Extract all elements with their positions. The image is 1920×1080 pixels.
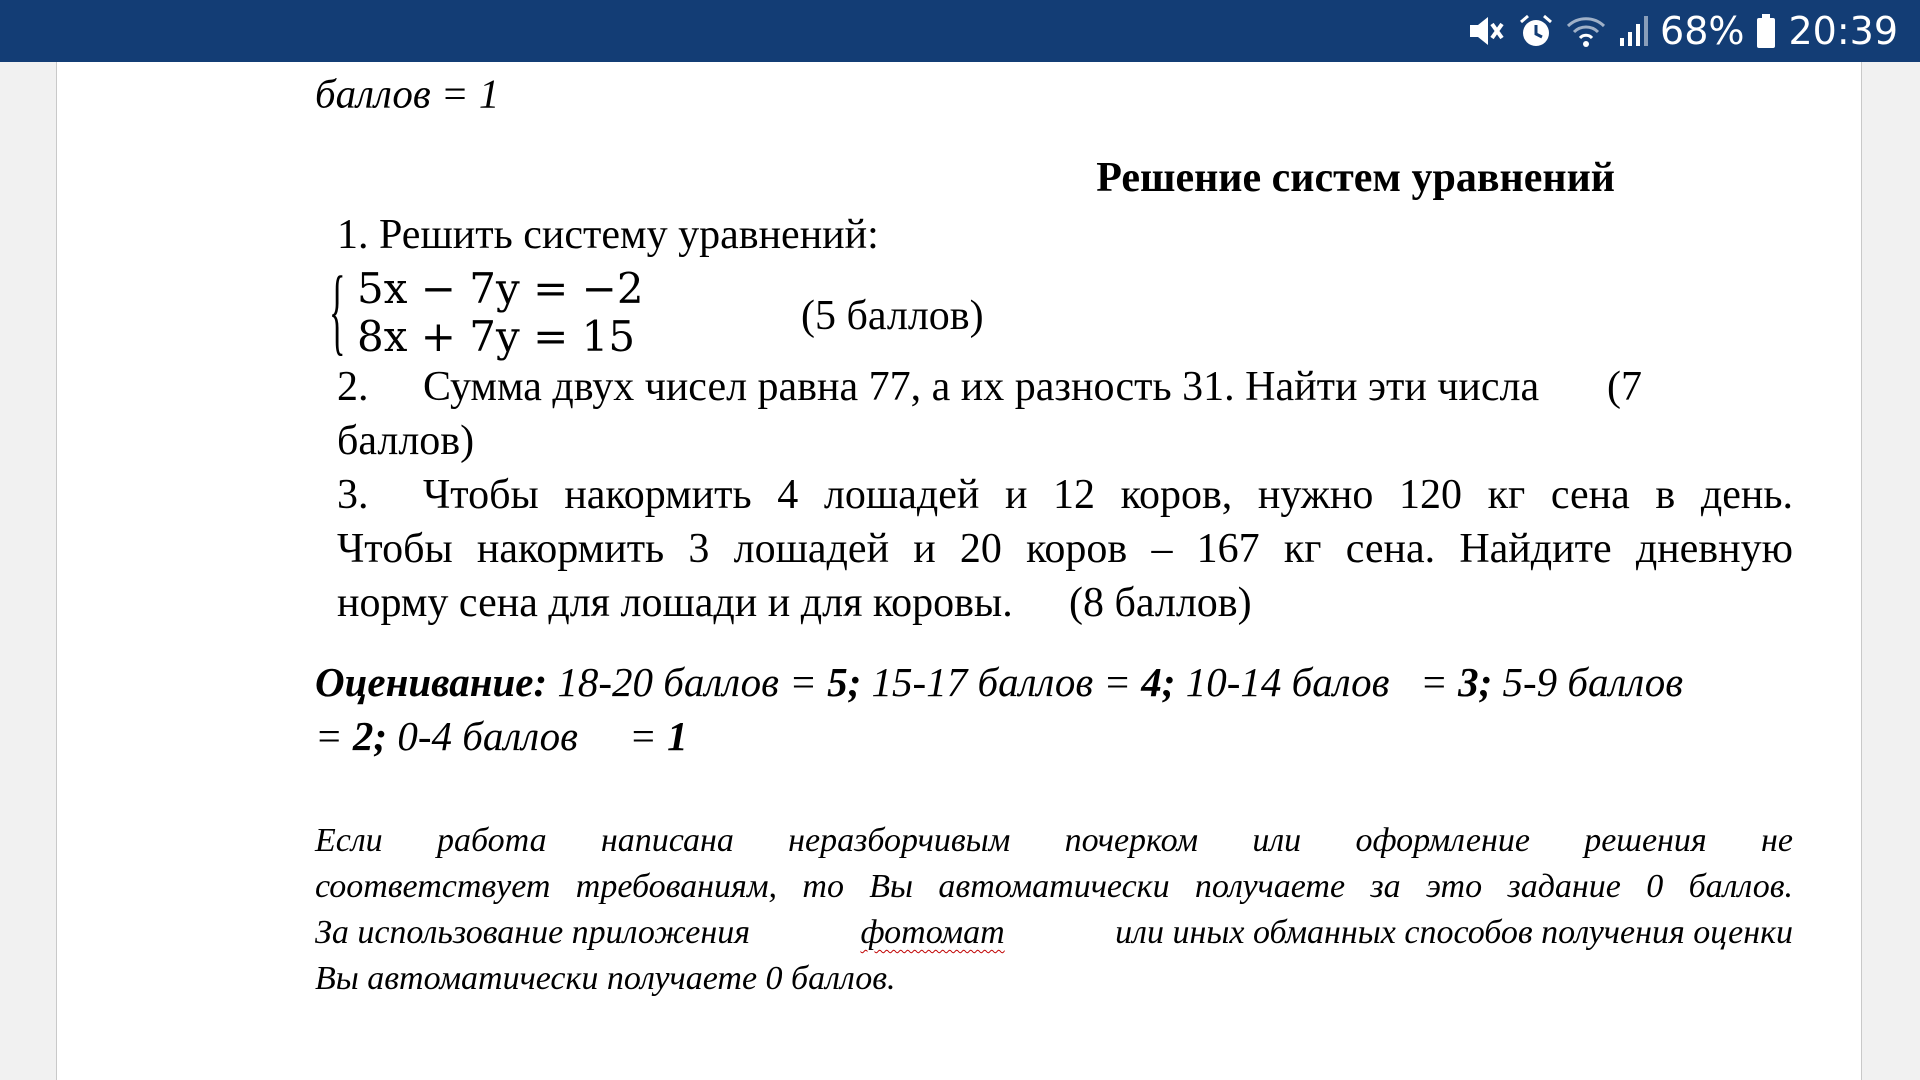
- note-line-4: Вы автоматически получаете 0 баллов.: [315, 960, 896, 997]
- alarm-icon: [1518, 13, 1554, 49]
- mute-icon: [1466, 13, 1506, 49]
- task2-text: Сумма двух чисел равна 77, а их разность 31. Найти эти числа: [423, 364, 1540, 410]
- grading-line-2: [315, 712, 688, 760]
- grade-range-18-20: 18-20 баллов =: [557, 659, 817, 705]
- task3-line1: Чтобы накормить 4 лошадей и 12 коров, нужно 120 кг сена в день.: [423, 472, 1793, 518]
- grade-4: 4;: [1141, 659, 1176, 705]
- task1-points: (5 баллов): [801, 293, 984, 339]
- task3-line2: Чтобы накормить 3 лошадей и 20 коров – 167 кг сена. Найдите дневную: [337, 526, 1793, 572]
- task2-points-end: баллов): [337, 418, 475, 464]
- note-line-3: [315, 914, 1793, 952]
- grade-range-0-4: 0-4 баллов =: [397, 713, 657, 759]
- battery-icon: [1756, 13, 1776, 49]
- battery-percent: 68%: [1660, 9, 1745, 53]
- grade-range-5-9-equals: =: [315, 713, 343, 759]
- previous-page-fragment: баллов = 1: [315, 70, 500, 117]
- grade-1: 1: [667, 713, 688, 759]
- system-brace: {: [329, 257, 346, 365]
- grade-range-15-17: 15-17 баллов =: [871, 659, 1132, 705]
- grading-label: Оценивание:: [315, 659, 548, 705]
- task1-heading: 1. Решить систему уравнений:: [337, 212, 879, 258]
- task3-points: (8 баллов): [1069, 580, 1252, 626]
- document-page: [56, 62, 1862, 1080]
- wifi-icon: [1566, 14, 1606, 48]
- grade-5: 5;: [827, 659, 862, 705]
- grade-3: 3;: [1458, 659, 1493, 705]
- grade-2: 2;: [352, 713, 388, 759]
- note-line-1: Если работа написана неразборчивым почерком или оформление решения не: [315, 822, 1793, 859]
- note-line-3-start: За использование приложения: [315, 914, 751, 951]
- page-title: Решение систем уравнений: [1096, 155, 1615, 201]
- equation-2: 8x + 7y = 15: [357, 312, 636, 361]
- note-line-2: соответствует требованиям, то Вы автоматически получаете за это задание 0 баллов.: [315, 868, 1793, 905]
- clock: 20:39: [1788, 9, 1898, 53]
- spellcheck-word: фотомат: [860, 914, 1005, 951]
- task2-points-start: (7: [1607, 364, 1642, 410]
- note-line-3-end: или иных обманных способов получения оценки: [1115, 914, 1793, 951]
- task3-line3: норму сена для лошади и для коровы.: [337, 580, 1013, 626]
- signal-icon: [1618, 14, 1648, 48]
- equation-1: 5x − 7y = −2: [357, 264, 644, 313]
- grading-line-1: [315, 658, 1683, 706]
- task2-number: 2.: [337, 364, 369, 410]
- status-bar: [0, 0, 1920, 62]
- grade-range-10-14: 10-14 балов =: [1185, 659, 1448, 705]
- grade-range-5-9: 5-9 баллов: [1502, 659, 1684, 705]
- task3-number: 3.: [337, 472, 369, 518]
